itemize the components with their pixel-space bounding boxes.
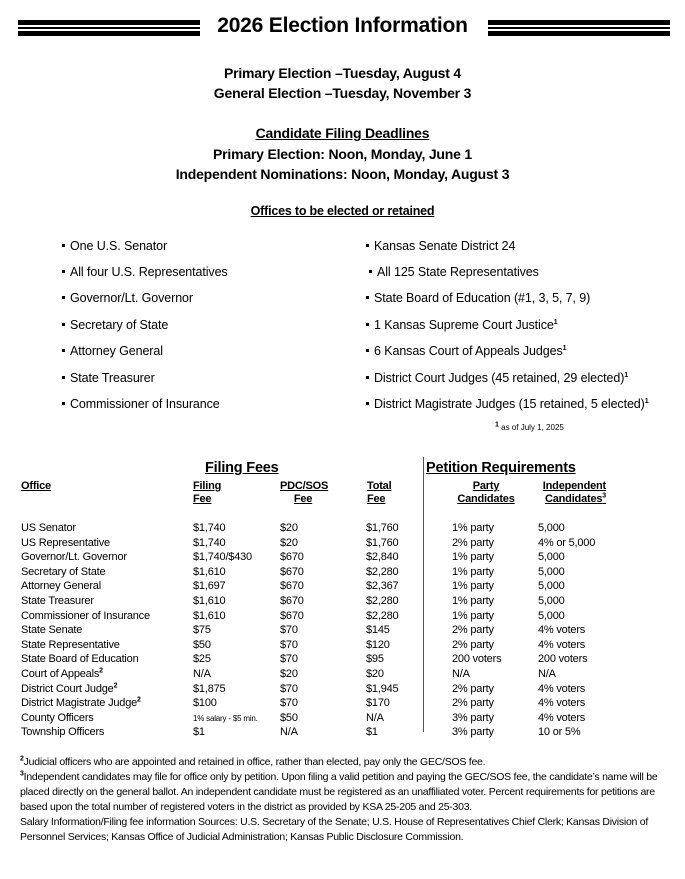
cell-party-requirement xyxy=(452,668,470,680)
cell-total-fee-text: $170 xyxy=(366,697,390,710)
cell-pdc-fee-text: $20 xyxy=(280,536,298,549)
cell-filing-fee xyxy=(193,522,225,534)
cell-filing-fee xyxy=(193,610,225,622)
table-row xyxy=(0,683,685,698)
cell-party-requirement xyxy=(452,566,494,578)
table-row xyxy=(0,639,685,654)
table-row xyxy=(0,697,685,712)
cell-total-fee-text: $2,280 xyxy=(366,609,399,622)
cell-party-requirement-text: 3% party xyxy=(452,711,494,724)
cell-office-text: US Representative xyxy=(21,536,110,549)
filing-fees-heading: Filing Fees xyxy=(205,460,279,476)
cell-independent-requirement xyxy=(538,595,565,607)
cell-independent-requirement-text: 5,000 xyxy=(538,609,565,622)
cell-independent-requirement-text: 5,000 xyxy=(538,551,565,564)
cell-party-requirement-text: 2% party xyxy=(452,624,494,637)
general-election-date: General Election –Tuesday, November 3 xyxy=(213,85,472,101)
table-row xyxy=(0,522,685,537)
cell-office xyxy=(21,566,105,578)
cell-independent-requirement xyxy=(538,639,585,651)
col-party-line2: Candidates xyxy=(457,493,515,505)
cell-pdc-fee xyxy=(280,624,298,636)
cell-total-fee xyxy=(366,551,398,563)
cell-office-text: District Court Judge xyxy=(21,682,114,695)
cell-pdc-fee xyxy=(280,683,298,695)
cell-office-text: Court of Appeals xyxy=(21,668,100,680)
cell-office xyxy=(21,522,76,534)
bullet-icon xyxy=(62,376,65,379)
col-independent-line2: Candidates xyxy=(545,493,603,505)
cell-office xyxy=(21,653,139,665)
cell-filing-fee-text: $1,740/$430 xyxy=(193,551,252,564)
office-label: State Treasurer xyxy=(70,371,155,385)
cell-office xyxy=(21,639,120,651)
cell-party-requirement xyxy=(452,639,494,651)
cell-total-fee xyxy=(366,624,390,636)
offices-footnote xyxy=(495,423,564,432)
cell-independent-requirement-text: 5,000 xyxy=(538,580,565,593)
col-office: Office xyxy=(21,480,51,492)
office-label: Secretary of State xyxy=(70,318,169,332)
office-label: Kansas Senate District 24 xyxy=(374,239,516,253)
cell-filing-fee xyxy=(193,551,252,563)
cell-party-requirement-text: 2% party xyxy=(452,638,494,651)
cell-pdc-fee-text: $20 xyxy=(280,668,298,680)
office-list-item xyxy=(62,397,220,411)
office-label: All four U.S. Representatives xyxy=(70,265,228,279)
footnote-marker: 1 xyxy=(644,397,649,405)
cell-filing-fee-text: $1,875 xyxy=(193,682,226,695)
cell-filing-fee-text: 1% salary - $5 min. xyxy=(193,713,258,723)
office-label: State Board of Education (#1, 3, 5, 7, 9) xyxy=(374,291,591,305)
title-rule-right xyxy=(488,20,670,36)
cell-office-text: District Magistrate Judge xyxy=(21,697,138,710)
independent-filing-deadline: Independent Nominations: Noon, Monday, August 3 xyxy=(175,166,510,182)
footnote-3 xyxy=(20,770,670,815)
cell-total-fee xyxy=(366,522,398,534)
cell-independent-requirement xyxy=(538,566,565,578)
table-row xyxy=(0,624,685,639)
cell-pdc-fee xyxy=(280,653,298,665)
footnote-marker: 2 xyxy=(113,681,118,689)
footnote-2-text: Judicial officers who are appointed and retained in office, rather than elected, pay only the GEC/SOS fee. xyxy=(23,756,486,768)
bullet-icon xyxy=(366,323,369,326)
bullet-icon xyxy=(62,270,65,273)
office-label: One U.S. Senator xyxy=(70,239,168,253)
cell-independent-requirement-text: 4% voters xyxy=(538,711,586,724)
cell-pdc-fee-text: $70 xyxy=(280,653,298,666)
cell-party-requirement xyxy=(452,610,494,622)
cell-office xyxy=(21,726,104,738)
cell-pdc-fee-text: N/A xyxy=(280,726,298,739)
cell-office xyxy=(21,668,103,680)
footnote-marker: 1 xyxy=(495,421,499,429)
cell-pdc-fee xyxy=(280,668,298,680)
col-party-line1: Party xyxy=(472,480,500,492)
footnote-marker: 2 xyxy=(20,755,24,763)
cell-pdc-fee xyxy=(280,522,298,534)
offices-heading: Offices to be elected or retained xyxy=(250,204,435,218)
cell-office xyxy=(21,624,82,636)
cell-total-fee-text: $120 xyxy=(366,638,390,651)
cell-independent-requirement xyxy=(538,668,556,680)
cell-pdc-fee xyxy=(280,726,298,738)
cell-independent-requirement xyxy=(538,522,565,534)
col-pdc-line2: Fee xyxy=(293,493,313,505)
cell-party-requirement xyxy=(452,551,494,563)
bullet-icon xyxy=(62,323,65,326)
cell-office-text: Attorney General xyxy=(21,580,101,593)
cell-party-requirement-text: 1% party xyxy=(452,580,494,593)
cell-pdc-fee-text: $670 xyxy=(280,551,304,564)
footnote-marker: 2 xyxy=(137,696,141,704)
cell-pdc-fee-text: $670 xyxy=(280,580,304,593)
cell-independent-requirement-text: 5,000 xyxy=(538,565,565,578)
cell-party-requirement-text: 1% party xyxy=(452,551,494,564)
cell-party-requirement-text: 1% party xyxy=(452,565,494,578)
office-label: Attorney General xyxy=(70,344,163,358)
footnote-marker: 1 xyxy=(553,318,558,326)
table-row xyxy=(0,551,685,566)
cell-independent-requirement-text: 4% voters xyxy=(538,624,586,637)
office-list-item xyxy=(369,265,539,279)
cell-party-requirement-text: 1% party xyxy=(452,595,494,607)
cell-pdc-fee xyxy=(280,580,304,592)
cell-office-text: Township Officers xyxy=(21,726,105,739)
table-row xyxy=(0,595,685,610)
footnote-marker: 3 xyxy=(20,770,24,778)
col-independent-line1: Independent xyxy=(542,480,606,492)
cell-independent-requirement xyxy=(538,610,565,622)
cell-pdc-fee-text: $70 xyxy=(280,638,298,651)
cell-independent-requirement xyxy=(538,653,587,665)
cell-total-fee xyxy=(366,537,398,549)
cell-filing-fee-text: $1 xyxy=(193,726,205,739)
table-row xyxy=(0,610,685,625)
bullet-icon xyxy=(62,244,65,247)
cell-office-text: Commissioner of Insurance xyxy=(21,609,150,622)
footnote-marker: 2 xyxy=(99,667,103,675)
cell-office-text: State Representative xyxy=(21,638,120,651)
cell-filing-fee-text: $1,740 xyxy=(193,522,226,534)
bullet-icon xyxy=(366,296,369,299)
col-independent-candidates xyxy=(538,480,606,506)
cell-office-text: State Senate xyxy=(21,624,83,637)
filing-deadlines-heading: Candidate Filing Deadlines xyxy=(255,125,430,141)
cell-office xyxy=(21,595,94,607)
office-label: District Magistrate Judges (15 retained, 5 elected) xyxy=(374,397,645,411)
cell-filing-fee xyxy=(193,580,225,592)
cell-pdc-fee-text: $670 xyxy=(280,565,304,578)
col-pdc-fee xyxy=(280,480,329,506)
cell-pdc-fee xyxy=(280,697,298,709)
office-list-item xyxy=(366,239,515,253)
cell-office xyxy=(21,712,94,724)
cell-independent-requirement-text: 5,000 xyxy=(538,522,565,534)
cell-total-fee xyxy=(366,595,398,607)
bullet-icon xyxy=(366,244,369,247)
cell-filing-fee-text: $1,697 xyxy=(193,580,226,593)
cell-total-fee-text: $2,840 xyxy=(366,551,399,564)
office-label: Commissioner of Insurance xyxy=(70,397,220,411)
cell-office-text: US Senator xyxy=(21,522,76,534)
col-filing-fee xyxy=(193,480,221,506)
office-list-item xyxy=(366,371,628,385)
cell-filing-fee xyxy=(193,697,217,709)
cell-independent-requirement-text: 4% voters xyxy=(538,697,586,710)
cell-pdc-fee-text: $70 xyxy=(280,682,298,695)
cell-independent-requirement xyxy=(538,683,585,695)
table-row xyxy=(0,668,685,683)
footnote-marker: 1 xyxy=(562,344,567,352)
cell-party-requirement-text: 2% party xyxy=(452,697,494,710)
office-list-item xyxy=(62,291,193,305)
cell-filing-fee-text: $1,610 xyxy=(193,595,226,607)
cell-pdc-fee-text: $670 xyxy=(280,595,304,607)
cell-independent-requirement xyxy=(538,726,580,738)
table-row xyxy=(0,537,685,552)
cell-office-text: County Officers xyxy=(21,711,94,724)
cell-independent-requirement-text: N/A xyxy=(538,668,556,680)
office-list-item xyxy=(366,397,649,411)
office-list-item xyxy=(366,291,590,305)
col-filing-fee-line2: Fee xyxy=(193,493,212,505)
cell-filing-fee-text: $1,610 xyxy=(193,609,226,622)
cell-pdc-fee-text: $70 xyxy=(280,697,298,710)
cell-filing-fee-text: $50 xyxy=(193,638,211,651)
col-total-line1: Total xyxy=(367,480,392,492)
cell-filing-fee-text: $1,740 xyxy=(193,536,226,549)
cell-filing-fee-text: $1,610 xyxy=(193,565,226,578)
cell-office xyxy=(21,610,150,622)
cell-independent-requirement-text: 200 voters xyxy=(538,653,588,666)
table-row xyxy=(0,726,685,741)
cell-party-requirement xyxy=(452,712,494,724)
cell-party-requirement xyxy=(452,522,494,534)
cell-filing-fee xyxy=(193,595,225,607)
cell-filing-fee xyxy=(193,566,225,578)
cell-pdc-fee xyxy=(280,639,298,651)
cell-total-fee-text: $145 xyxy=(366,624,390,637)
cell-filing-fee xyxy=(193,537,225,549)
cell-office-text: State Board of Education xyxy=(21,653,139,666)
cell-party-requirement-text: 200 voters xyxy=(452,653,502,666)
cell-pdc-fee xyxy=(280,610,304,622)
cell-independent-requirement xyxy=(538,537,595,549)
cell-total-fee-text: $1 xyxy=(366,726,378,739)
cell-pdc-fee xyxy=(280,595,304,607)
cell-party-requirement xyxy=(452,595,494,607)
cell-pdc-fee xyxy=(280,537,298,549)
office-list-item xyxy=(62,265,228,279)
cell-filing-fee xyxy=(193,714,258,723)
cell-total-fee xyxy=(366,697,390,709)
cell-party-requirement xyxy=(452,624,494,636)
cell-office-text: Governor/Lt. Governor xyxy=(21,551,127,564)
cell-independent-requirement xyxy=(538,712,585,724)
cell-pdc-fee-text: $50 xyxy=(280,711,298,724)
cell-total-fee-text: $95 xyxy=(366,653,384,666)
cell-filing-fee xyxy=(193,624,211,636)
table-row xyxy=(0,566,685,581)
col-filing-fee-line1: Filing xyxy=(193,480,222,492)
cell-total-fee xyxy=(366,726,378,738)
cell-total-fee xyxy=(366,639,390,651)
cell-total-fee xyxy=(366,580,398,592)
footnote-marker: 1 xyxy=(624,371,629,379)
footnote-2 xyxy=(20,755,670,770)
cell-total-fee xyxy=(366,610,398,622)
office-label: 1 Kansas Supreme Court Justice xyxy=(374,318,554,332)
footnotes xyxy=(20,755,670,845)
cell-total-fee-text: $2,280 xyxy=(366,595,399,607)
cell-pdc-fee xyxy=(280,551,304,563)
office-list-item xyxy=(62,371,155,385)
cell-total-fee-text: $2,367 xyxy=(366,580,399,593)
sources-note: Salary Information/Filing fee information Sources: U.S. Secretary of the Senate; U.S. House of Representatives Chief Clerk; Kansas Division of Personnel Services; Kansas Office of Judicial Administration; Kansas Public Disclosure Commission. xyxy=(20,816,649,843)
office-list-item xyxy=(62,239,167,253)
cell-office xyxy=(21,683,117,695)
office-list-item xyxy=(62,318,168,332)
cell-independent-requirement xyxy=(538,580,565,592)
table-row xyxy=(0,712,685,727)
cell-office xyxy=(21,551,127,563)
office-label: 6 Kansas Court of Appeals Judges xyxy=(374,344,563,358)
cell-party-requirement xyxy=(452,653,501,665)
cell-pdc-fee-text: $70 xyxy=(280,624,298,637)
cell-filing-fee-text: $100 xyxy=(193,697,217,710)
cell-office xyxy=(21,537,110,549)
cell-office-text: State Treasurer xyxy=(21,595,94,607)
cell-pdc-fee xyxy=(280,566,304,578)
cell-party-requirement xyxy=(452,726,494,738)
cell-total-fee xyxy=(366,566,398,578)
cell-filing-fee xyxy=(193,726,205,738)
cell-independent-requirement-text: 4% voters xyxy=(538,682,586,695)
office-label: District Court Judges (45 retained, 29 elected) xyxy=(374,371,625,385)
cell-pdc-fee-text: $670 xyxy=(280,609,304,622)
cell-filing-fee-text: $75 xyxy=(193,624,211,637)
cell-party-requirement xyxy=(452,580,494,592)
cell-party-requirement xyxy=(452,683,494,695)
cell-independent-requirement xyxy=(538,624,585,636)
cell-party-requirement-text: 3% party xyxy=(452,726,494,739)
bullet-icon xyxy=(369,270,372,273)
cell-total-fee-text: N/A xyxy=(366,711,384,724)
cell-party-requirement-text: 2% party xyxy=(452,682,494,695)
table-row xyxy=(0,653,685,668)
bullet-icon xyxy=(62,296,65,299)
page-title: 2026 Election Information xyxy=(217,14,468,37)
cell-total-fee xyxy=(366,653,384,665)
cell-pdc-fee xyxy=(280,712,298,724)
cell-independent-requirement-text: 4% voters xyxy=(538,638,586,651)
cell-party-requirement xyxy=(452,697,494,709)
footnote-3-text: Independent candidates may file for office only by petition. Upon filing a valid petition and paying the GEC/SOS fee, the candidate’s name will be placed directly on the general ballot. An independent candidate must be registered as an unaffiliated voter. Percent requirements for petitions are based upon the total number of registered voters in the district as provided by KSA 25-205 and 25-303. xyxy=(20,771,658,813)
cell-pdc-fee-text: $20 xyxy=(280,522,298,534)
col-total-fee xyxy=(367,480,391,506)
footnote-marker: 3 xyxy=(602,492,606,500)
cell-total-fee-text: $1,760 xyxy=(366,522,399,534)
office-list-item xyxy=(366,318,558,332)
cell-independent-requirement-text: 4% or 5,000 xyxy=(538,536,596,549)
cell-independent-requirement xyxy=(538,697,585,709)
cell-filing-fee xyxy=(193,639,211,651)
cell-total-fee xyxy=(366,668,384,680)
office-label: All 125 State Representatives xyxy=(377,265,539,279)
col-total-line2: Fee xyxy=(367,493,386,505)
footnote-text: as of July 1, 2025 xyxy=(498,423,564,432)
cell-party-requirement-text: 1% party xyxy=(452,609,494,622)
cell-office xyxy=(21,580,101,592)
bullet-icon xyxy=(366,349,369,352)
cell-filing-fee xyxy=(193,668,211,680)
bullet-icon xyxy=(366,376,369,379)
cell-independent-requirement-text: 10 or 5% xyxy=(538,726,581,739)
bullet-icon xyxy=(366,402,369,405)
cell-total-fee xyxy=(366,712,384,724)
petition-requirements-heading: Petition Requirements xyxy=(426,460,576,476)
bullet-icon xyxy=(62,349,65,352)
primary-filing-deadline: Primary Election: Noon, Monday, June 1 xyxy=(213,146,472,162)
primary-election-date: Primary Election –Tuesday, August 4 xyxy=(223,65,462,81)
office-label: Governor/Lt. Governor xyxy=(70,291,193,305)
cell-filing-fee-text: $25 xyxy=(193,653,211,666)
bullet-icon xyxy=(62,402,65,405)
cell-filing-fee xyxy=(193,683,225,695)
cell-independent-requirement-text: 5,000 xyxy=(538,595,565,607)
cell-office-text: Secretary of State xyxy=(21,565,106,578)
cell-total-fee-text: $1,945 xyxy=(366,682,399,695)
cell-party-requirement-text: N/A xyxy=(452,668,470,680)
cell-total-fee xyxy=(366,683,398,695)
col-pdc-line1: PDC/SOS xyxy=(280,480,329,492)
office-list-item xyxy=(62,344,163,358)
cell-total-fee-text: $1,760 xyxy=(366,536,399,549)
table-row xyxy=(0,580,685,595)
cell-party-requirement xyxy=(452,537,494,549)
cell-total-fee-text: $20 xyxy=(366,668,384,680)
cell-filing-fee xyxy=(193,653,211,665)
col-party-candidates xyxy=(455,480,517,506)
cell-independent-requirement xyxy=(538,551,565,563)
cell-party-requirement-text: 2% party xyxy=(452,536,494,549)
cell-office xyxy=(21,697,141,709)
cell-filing-fee-text: N/A xyxy=(193,668,211,680)
cell-total-fee-text: $2,280 xyxy=(366,565,399,578)
cell-party-requirement-text: 1% party xyxy=(452,522,494,534)
office-list-item xyxy=(366,344,566,358)
